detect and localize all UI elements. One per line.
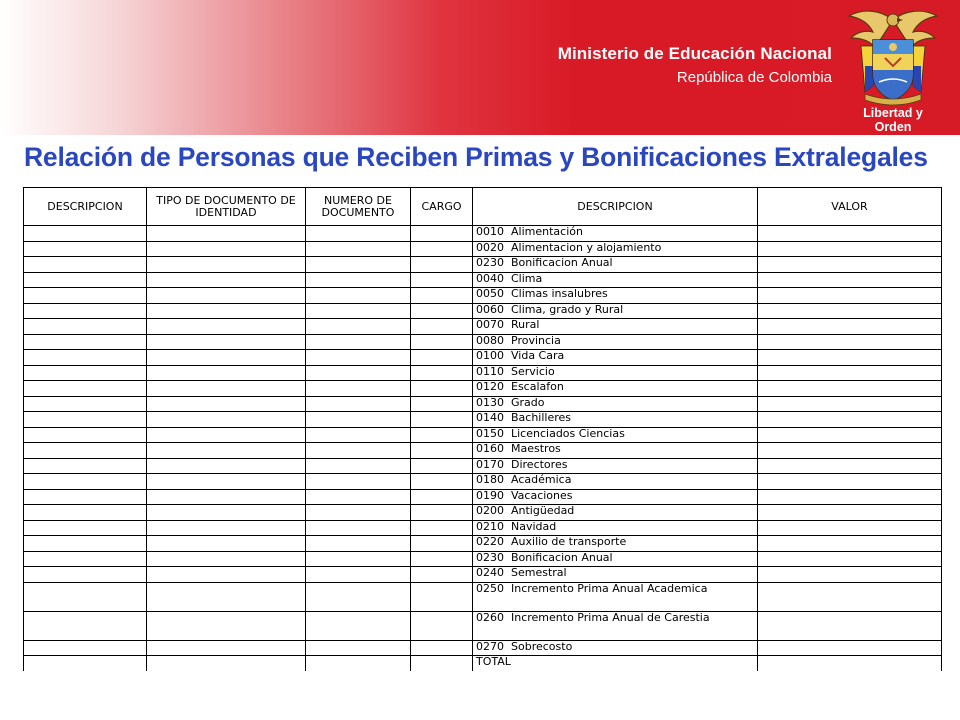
bonus-description-cell: [473, 611, 758, 640]
empty-cell: [24, 489, 147, 505]
bonus-code: 0060: [476, 303, 504, 316]
empty-cell: [306, 536, 411, 552]
empty-cell: [758, 412, 942, 428]
empty-cell: [147, 350, 306, 366]
seal-motto: Libertad y Orden: [863, 106, 923, 134]
empty-cell: [306, 350, 411, 366]
empty-cell: [24, 551, 147, 567]
empty-cell: [306, 567, 411, 583]
empty-cell: [147, 536, 306, 552]
empty-cell: [306, 381, 411, 397]
bonus-code: 0040: [476, 272, 504, 285]
bonus-label: Servicio: [511, 365, 555, 378]
empty-cell: [758, 226, 942, 242]
header-banner: [0, 0, 960, 135]
empty-cell: [24, 611, 147, 640]
table-row: [24, 334, 942, 350]
empty-cell: [147, 303, 306, 319]
bonus-label: Bonificacion Anual: [511, 551, 613, 564]
empty-cell: [147, 443, 306, 459]
ministry-block: [558, 44, 832, 86]
bonus-description-cell: [473, 257, 758, 273]
empty-cell: [758, 458, 942, 474]
empty-cell: [758, 489, 942, 505]
table-row: [24, 551, 942, 567]
bonus-code: 0270: [476, 640, 504, 653]
empty-cell: [306, 443, 411, 459]
empty-cell: [24, 582, 147, 611]
empty-cell: [24, 458, 147, 474]
empty-cell: [306, 640, 411, 656]
empty-cell: [147, 427, 306, 443]
bonus-label: Auxilio de transporte: [511, 535, 627, 548]
bonus-code: 0140: [476, 411, 504, 424]
empty-cell: [147, 458, 306, 474]
empty-cell: [411, 303, 473, 319]
empty-cell: [411, 427, 473, 443]
bonus-code: 0130: [476, 396, 504, 409]
empty-cell: [24, 474, 147, 490]
column-header: DESCRIPCION: [473, 188, 758, 226]
empty-cell: [758, 319, 942, 335]
empty-cell: [24, 350, 147, 366]
bonus-code: 0050: [476, 287, 504, 300]
table-row: [24, 319, 942, 335]
bonus-description-cell: [473, 241, 758, 257]
empty-cell: [758, 303, 942, 319]
empty-cell: [147, 257, 306, 273]
table-row: [24, 226, 942, 242]
empty-cell: [24, 288, 147, 304]
empty-cell: [24, 365, 147, 381]
empty-cell: [758, 582, 942, 611]
empty-cell: [306, 226, 411, 242]
empty-cell: [411, 319, 473, 335]
empty-cell: [758, 551, 942, 567]
empty-cell: [306, 412, 411, 428]
bonus-label: Directores: [511, 458, 568, 471]
empty-cell: [306, 505, 411, 521]
empty-cell: [411, 520, 473, 536]
bonus-description-cell: [473, 656, 758, 671]
bonus-description-cell: [473, 474, 758, 490]
empty-cell: [147, 334, 306, 350]
empty-cell: [306, 474, 411, 490]
empty-cell: [147, 551, 306, 567]
bonus-code: 0220: [476, 535, 504, 548]
column-header: DESCRIPCION: [24, 188, 147, 226]
empty-cell: [306, 427, 411, 443]
column-header: CARGO: [411, 188, 473, 226]
bonus-code: 0010: [476, 225, 504, 238]
empty-cell: [24, 567, 147, 583]
bonus-label: Incremento Prima Anual Academica: [511, 582, 708, 595]
table-row: [24, 489, 942, 505]
empty-cell: [306, 551, 411, 567]
empty-cell: [411, 582, 473, 611]
empty-cell: [24, 241, 147, 257]
table-row: [24, 640, 942, 656]
total-row: [24, 656, 942, 671]
empty-cell: [758, 365, 942, 381]
bonus-label: Licenciados Ciencias: [511, 427, 625, 440]
empty-cell: [147, 365, 306, 381]
bonus-code: 0250: [476, 582, 504, 595]
empty-cell: [24, 257, 147, 273]
empty-cell: [758, 241, 942, 257]
empty-cell: [758, 656, 942, 671]
bonus-label: Semestral: [511, 566, 567, 579]
empty-cell: [147, 396, 306, 412]
bonus-description-cell: [473, 412, 758, 428]
bonus-label: Rural: [511, 318, 540, 331]
empty-cell: [411, 365, 473, 381]
bonus-code: 0150: [476, 427, 504, 440]
table-row: [24, 288, 942, 304]
empty-cell: [411, 505, 473, 521]
bonus-description-cell: [473, 640, 758, 656]
empty-cell: [147, 226, 306, 242]
empty-cell: [147, 489, 306, 505]
bonus-description-cell: [473, 365, 758, 381]
bonus-label: Sobrecosto: [511, 640, 573, 653]
empty-cell: [24, 520, 147, 536]
empty-cell: [411, 350, 473, 366]
bonus-label: Incremento Prima Anual de Carestia: [511, 611, 710, 624]
table-row: [24, 381, 942, 397]
empty-cell: [758, 474, 942, 490]
bonus-description-cell: [473, 582, 758, 611]
bonus-description-cell: [473, 458, 758, 474]
table-row: [24, 272, 942, 288]
empty-cell: [411, 656, 473, 671]
bonus-description-cell: [473, 381, 758, 397]
bonus-code: 0200: [476, 504, 504, 517]
empty-cell: [147, 520, 306, 536]
bonus-description-cell: [473, 303, 758, 319]
bonus-description-cell: [473, 396, 758, 412]
empty-cell: [147, 412, 306, 428]
ministry-name: Ministerio de Educación Nacional: [557, 44, 832, 63]
empty-cell: [411, 272, 473, 288]
empty-cell: [24, 303, 147, 319]
empty-cell: [24, 505, 147, 521]
empty-cell: [758, 272, 942, 288]
empty-cell: [306, 458, 411, 474]
bonus-label: Académica: [511, 473, 572, 486]
empty-cell: [24, 272, 147, 288]
empty-cell: [147, 567, 306, 583]
country-name: República de Colombia: [676, 69, 832, 86]
empty-cell: [411, 551, 473, 567]
empty-cell: [306, 288, 411, 304]
empty-cell: [24, 536, 147, 552]
empty-cell: [147, 241, 306, 257]
bonus-code: 0260: [476, 611, 504, 624]
bonus-description-cell: [473, 489, 758, 505]
bonus-label: Bachilleres: [511, 411, 572, 424]
empty-cell: [411, 381, 473, 397]
empty-cell: [24, 412, 147, 428]
empty-cell: [24, 226, 147, 242]
empty-cell: [758, 567, 942, 583]
empty-cell: [411, 611, 473, 640]
bonus-description-cell: [473, 226, 758, 242]
empty-cell: [306, 272, 411, 288]
empty-cell: [24, 640, 147, 656]
table-row: [24, 458, 942, 474]
bonus-code: 0170: [476, 458, 504, 471]
bonus-description-cell: [473, 427, 758, 443]
bonus-label: Provincia: [511, 334, 561, 347]
empty-cell: [758, 427, 942, 443]
table-row: [24, 412, 942, 428]
table-row: [24, 303, 942, 319]
empty-cell: [24, 319, 147, 335]
bonus-code: 0180: [476, 473, 504, 486]
bonus-code: 0190: [476, 489, 504, 502]
bonus-code: 0230: [476, 256, 504, 269]
empty-cell: [411, 257, 473, 273]
empty-cell: [147, 288, 306, 304]
empty-cell: [411, 241, 473, 257]
bonus-label: Alimentacion y alojamiento: [511, 241, 662, 254]
empty-cell: [758, 334, 942, 350]
empty-cell: [306, 611, 411, 640]
empty-cell: [411, 334, 473, 350]
empty-cell: [411, 458, 473, 474]
empty-cell: [24, 656, 147, 671]
empty-cell: [411, 412, 473, 428]
empty-cell: [758, 381, 942, 397]
bonus-description-cell: [473, 272, 758, 288]
bonus-code: 0100: [476, 349, 504, 362]
bonus-code: 0080: [476, 334, 504, 347]
table-row: [24, 520, 942, 536]
bonus-code: 0240: [476, 566, 504, 579]
coat-of-arms-icon: [843, 6, 943, 106]
table-row: [24, 350, 942, 366]
total-label: TOTAL: [476, 655, 511, 668]
empty-cell: [147, 611, 306, 640]
table-row: [24, 505, 942, 521]
empty-cell: [306, 303, 411, 319]
column-header: NUMERO DE DOCUMENTO: [306, 188, 411, 226]
empty-cell: [24, 427, 147, 443]
empty-cell: [758, 611, 942, 640]
table-row: [24, 427, 942, 443]
bonus-label: Navidad: [511, 520, 557, 533]
bonus-description-cell: [473, 567, 758, 583]
empty-cell: [411, 640, 473, 656]
bonus-label: Vacaciones: [511, 489, 573, 502]
empty-cell: [306, 241, 411, 257]
bonus-description-cell: [473, 350, 758, 366]
empty-cell: [306, 319, 411, 335]
bonus-description-cell: [473, 520, 758, 536]
empty-cell: [758, 443, 942, 459]
empty-cell: [24, 381, 147, 397]
empty-cell: [306, 365, 411, 381]
empty-cell: [411, 226, 473, 242]
table-row: [24, 474, 942, 490]
empty-cell: [758, 396, 942, 412]
table-row: [24, 241, 942, 257]
empty-cell: [411, 536, 473, 552]
empty-cell: [758, 350, 942, 366]
bonus-label: Climas insalubres: [511, 287, 608, 300]
table-row: [24, 257, 942, 273]
table-row: [24, 365, 942, 381]
empty-cell: [306, 520, 411, 536]
empty-cell: [758, 257, 942, 273]
empty-cell: [411, 288, 473, 304]
empty-cell: [306, 656, 411, 671]
empty-cell: [758, 505, 942, 521]
bonus-code: 0020: [476, 241, 504, 254]
bonus-description-cell: [473, 536, 758, 552]
bonus-description-cell: [473, 319, 758, 335]
table-row: [24, 611, 942, 640]
bonus-label: Grado: [511, 396, 545, 409]
table-row: [24, 396, 942, 412]
empty-cell: [411, 443, 473, 459]
empty-cell: [147, 582, 306, 611]
table-body: [24, 226, 942, 671]
empty-cell: [147, 272, 306, 288]
bonus-code: 0110: [476, 365, 504, 378]
empty-cell: [147, 474, 306, 490]
coat-of-arms-logo: [843, 6, 943, 134]
empty-cell: [24, 443, 147, 459]
bonus-label: Clima, grado y Rural: [511, 303, 624, 316]
table-row: [24, 582, 942, 611]
empty-cell: [758, 640, 942, 656]
bonus-table: [23, 187, 942, 671]
empty-cell: [147, 319, 306, 335]
empty-cell: [411, 567, 473, 583]
bonus-label: Antigüedad: [511, 504, 575, 517]
empty-cell: [147, 381, 306, 397]
bonus-label: Clima: [511, 272, 543, 285]
bonus-code: 0070: [476, 318, 504, 331]
empty-cell: [411, 474, 473, 490]
table-header-row: [24, 188, 942, 226]
bonus-description-cell: [473, 443, 758, 459]
bonus-label: Bonificacion Anual: [511, 256, 613, 269]
column-header: TIPO DE DOCUMENTO DE IDENTIDAD: [147, 188, 306, 226]
empty-cell: [306, 489, 411, 505]
bonus-code: 0120: [476, 380, 504, 393]
empty-cell: [147, 505, 306, 521]
empty-cell: [758, 288, 942, 304]
empty-cell: [758, 520, 942, 536]
empty-cell: [147, 656, 306, 671]
bonus-label: Alimentación: [511, 225, 583, 238]
empty-cell: [24, 396, 147, 412]
bonus-label: Maestros: [511, 442, 561, 455]
bonus-description-cell: [473, 551, 758, 567]
bonus-label: Vida Cara: [511, 349, 565, 362]
bonus-description-cell: [473, 505, 758, 521]
empty-cell: [758, 536, 942, 552]
table-row: [24, 567, 942, 583]
bonus-code: 0210: [476, 520, 504, 533]
bonus-description-cell: [473, 288, 758, 304]
empty-cell: [411, 396, 473, 412]
empty-cell: [411, 489, 473, 505]
bonus-code: 0230: [476, 551, 504, 564]
empty-cell: [147, 640, 306, 656]
table-row: [24, 536, 942, 552]
empty-cell: [306, 257, 411, 273]
empty-cell: [306, 582, 411, 611]
empty-cell: [24, 334, 147, 350]
empty-cell: [306, 334, 411, 350]
page-title: Relación de Personas que Reciben Primas y Bonificaciones Extralegales: [24, 142, 928, 172]
empty-cell: [306, 396, 411, 412]
column-header: VALOR: [758, 188, 942, 226]
table-row: [24, 443, 942, 459]
bonus-code: 0160: [476, 442, 504, 455]
bonus-description-cell: [473, 334, 758, 350]
bonus-label: Escalafon: [511, 380, 564, 393]
